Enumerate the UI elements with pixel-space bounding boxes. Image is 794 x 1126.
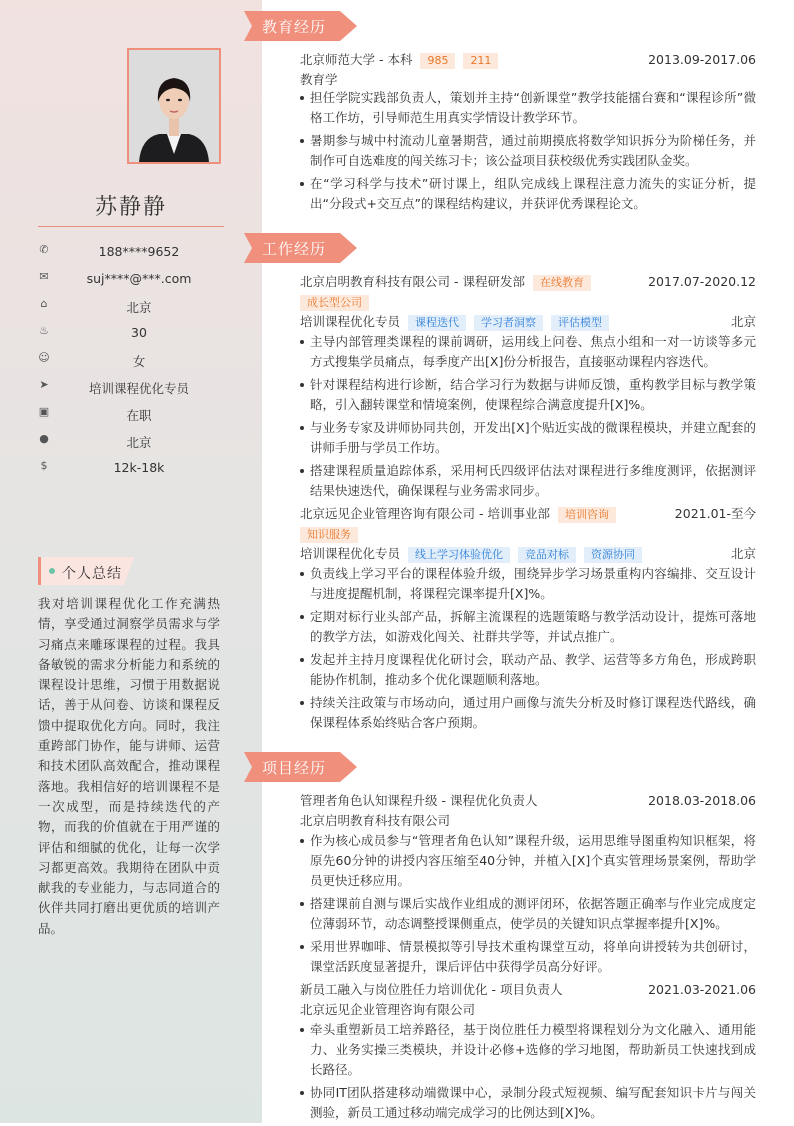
projects-title: 项目经历 — [262, 759, 327, 777]
project-1-company: 北京启明教育科技有限公司 — [300, 813, 451, 828]
salary-value: 12k-18k — [113, 460, 165, 475]
location-value: 北京 — [126, 300, 152, 315]
list-item: 担任学院实践部负责人，策划并主持“创新课堂”教学技能擂台赛和“课程诊所”微格工作坊，引导师范生用真实学情设计教学环节。 — [300, 88, 756, 128]
email-value: suj****@***.com — [86, 271, 192, 286]
list-item: 定期对标行业头部产品，拆解主流课程的选题策略与教学活动设计，提炼可落地的教学方法，如游戏化闯关、社群共学等，并试点推广。 — [300, 607, 756, 647]
list-item: 作为核心成员参与“管理者角色认知”课程升级，运用思维导图重构知识框架，将原先60分钟的讲授内容压缩至40分钟，并植入[X]个真实管理场景案例，帮助学员更快迁移应用。 — [300, 831, 756, 891]
education-major: 教育学 — [300, 72, 338, 87]
project-2-date: 2021.03-2021.06 — [648, 982, 756, 997]
job-2-position: 培训课程优化专员 — [300, 546, 401, 561]
paper-plane-icon: ➤ — [39, 378, 49, 391]
project-2-row — [300, 980, 756, 1000]
projects-header — [244, 752, 358, 782]
tag-985: 985 — [420, 53, 455, 69]
project-2-name: 新员工融入与岗位胜任力培训优化 - 项目负责人 — [300, 982, 563, 997]
candidate-name: 苏静静 — [94, 195, 167, 220]
money-icon: $ — [40, 459, 48, 472]
list-item: 暑期参与城中村流动儿童暑期营，通过前期摸底将数学知识拆分为阶梯任务，并制作可自选难度的闯关练习卡；该公益项目获校级优秀实践团队金奖。 — [300, 131, 756, 171]
list-item: 与业务专家及讲师协同共创，开发出[X]个贴近实战的微课程模块，并建立配套的讲师手册与学员工作坊。 — [300, 418, 756, 458]
education-title: 教育经历 — [262, 18, 327, 36]
job-1-tag: 成长型公司 — [300, 295, 369, 311]
project-1-name: 管理者角色认知课程升级 - 课程优化负责人 — [300, 793, 538, 808]
job-1-date: 2017.07-2020.12 — [648, 274, 756, 289]
briefcase-icon: ▣ — [38, 405, 50, 418]
job-1-company: 北京启明教育科技有限公司 - 课程研发部 — [300, 274, 525, 289]
info-status — [38, 404, 224, 424]
info-target-city — [38, 431, 224, 451]
list-item: 负责线上学习平台的课程体验升级，围绕异步学习场景重构内容编排、交互设计与进度提醒机制，将课程完课率提升[X]%。 — [300, 564, 756, 604]
gender-value: 女 — [132, 354, 146, 369]
work-section — [300, 272, 756, 736]
phone-value: 188****9652 — [98, 244, 180, 259]
list-item: 在“学习科学与技术”研讨课上，组队完成线上课程注意力流失的实证分析，提出“分段式+交互点”的课程结构建议，并获评优秀课程论文。 — [300, 174, 756, 214]
job-1-tag-row — [300, 292, 756, 312]
list-item: 发起并主持月度课程优化研讨会，联动产品、教学、运营等多方角色，形成跨职能协作机制，推动多个优化课题顺利落地。 — [300, 650, 756, 690]
job-2-city: 北京 — [730, 546, 756, 561]
mail-icon: ✉ — [39, 270, 49, 283]
job-2-company-row — [300, 504, 756, 524]
job-1-skill: 课程迭代 — [408, 315, 466, 331]
list-item: 协同IT团队搭建移动端微课中心，录制分段式短视频、编写配套知识卡片与闯关测验，新员工通过移动端完成学习的比例达到[X]%。 — [300, 1083, 756, 1123]
list-item: 搭建课程质量追踪体系，采用柯氏四级评估法对课程进行多维度测评，依据测评结果快速迭代，确保课程与业务需求同步。 — [300, 461, 756, 501]
job-2-bullets — [300, 564, 756, 733]
info-age — [38, 323, 224, 343]
info-phone — [38, 242, 224, 262]
list-item: 针对课程结构进行诊断，结合学习行为数据与讲师反馈，重构教学目标与教学策略，引入翻转课堂和情境案例，使课程综合满意度提升[X]%。 — [300, 375, 756, 415]
home-icon: ⌂ — [40, 297, 48, 310]
job-1-position-row — [300, 312, 756, 332]
job-1-position: 培训课程优化专员 — [300, 314, 401, 329]
project-1-row — [300, 791, 756, 811]
job-1-skill: 学习者洞察 — [474, 315, 543, 331]
list-item: 主导内部管理类课程的课前调研，运用线上问卷、焦点小组和一对一访谈等多元方式搜集学员痛点，每季度产出[X]份分析报告，直接驱动课程内容迭代。 — [300, 332, 756, 372]
info-gender — [38, 350, 224, 370]
age-value: 30 — [131, 325, 147, 340]
job-2-skill: 竞品对标 — [518, 547, 576, 563]
smiley-icon: ☺ — [38, 351, 50, 364]
tag-211: 211 — [463, 53, 498, 69]
project-1-bullets — [300, 831, 756, 977]
info-location — [38, 296, 224, 316]
phone-icon: ✆ — [39, 243, 49, 256]
project-2-company: 北京远见企业管理咨询有限公司 — [300, 1002, 476, 1017]
name-divider — [38, 226, 224, 227]
work-header — [244, 233, 358, 263]
job-2-date: 2021.01-至今 — [674, 506, 756, 521]
job-1-tag: 在线教育 — [533, 275, 591, 291]
project-2-bullets — [300, 1020, 756, 1123]
job-2-skill: 线上学习体验优化 — [408, 547, 510, 563]
list-item: 采用世界咖啡、情景模拟等引导技术重构课堂互动，将单向讲授转为共创研讨，课堂活跃度显著提升，课后评估中获得学员高分好评。 — [300, 937, 756, 977]
job-2-skill: 资源协同 — [584, 547, 642, 563]
summary-title: 个人总结 — [62, 566, 122, 582]
list-item: 持续关注政策与市场动向，通过用户画像与流失分析及时修订课程迭代路线，确保课程体系始终贴合客户预期。 — [300, 693, 756, 733]
job-2-tag: 知识服务 — [300, 527, 358, 543]
school-name: 北京师范大学 - 本科 — [300, 52, 413, 67]
profile-photo — [127, 48, 221, 164]
education-school-row — [300, 50, 756, 70]
status-value: 在职 — [126, 408, 152, 423]
job-1-company-row — [300, 272, 756, 292]
job-1-bullets — [300, 332, 756, 501]
project-1-date: 2018.03-2018.06 — [648, 793, 756, 808]
job-2-company: 北京远见企业管理咨询有限公司 - 培训事业部 — [300, 506, 550, 521]
job-2-position-row — [300, 544, 756, 564]
summary-header — [38, 557, 134, 585]
education-date: 2013.09-2017.06 — [648, 52, 756, 67]
info-target-job — [38, 377, 224, 397]
job-2-tag-row — [300, 524, 756, 544]
education-section — [300, 50, 756, 217]
education-bullets — [300, 88, 756, 214]
work-title: 工作经历 — [262, 240, 327, 258]
job-2-tag: 培训咨询 — [558, 507, 616, 523]
job-1-skill: 评估模型 — [551, 315, 609, 331]
education-header — [244, 11, 358, 41]
projects-section — [300, 791, 756, 1126]
job-1-city: 北京 — [730, 314, 756, 329]
target-city-value: 北京 — [126, 435, 152, 450]
list-item: 搭建课前自测与课后实战作业组成的测评闭环，依据答题正确率与作业完成度定位薄弱环节，动态调整授课侧重点，使学员的关键知识点掌握率提升[X]%。 — [300, 894, 756, 934]
info-salary — [38, 458, 224, 478]
map-pin-icon: ● — [39, 432, 49, 445]
cake-icon: ♨ — [39, 324, 49, 337]
target-job-value: 培训课程优化专员 — [88, 381, 189, 396]
list-item: 牵头重塑新员工培养路径，基于岗位胜任力模型将课程划分为文化融入、通用能力、业务实操三类模块，并设计必修+选修的学习地图，帮助新员工快速找到成长路径。 — [300, 1020, 756, 1080]
info-email — [38, 269, 224, 289]
summary-text: 我对培训课程优化工作充满热情，享受通过洞察学员需求与学习痛点来雕琢课程的过程。我具备敏锐的需求分析能力和系统的课程设计思维，习惯于用数据说话，善于从问卷、访谈和课程反馈中提取优化方向。同时，我注重跨部门协作，能与讲师、运营和技术团队高效配合，推动课程落地。我相信好的培训课程不是一次成型，而是持续迭代的产物，而我的价值就在于用严谨的评估和细腻的优化，让每一次学习都更高效。我期待在团队中贡献我的专业能力，与志同道合的伙伴共同打磨出更优质的培训产品。 — [38, 596, 220, 936]
